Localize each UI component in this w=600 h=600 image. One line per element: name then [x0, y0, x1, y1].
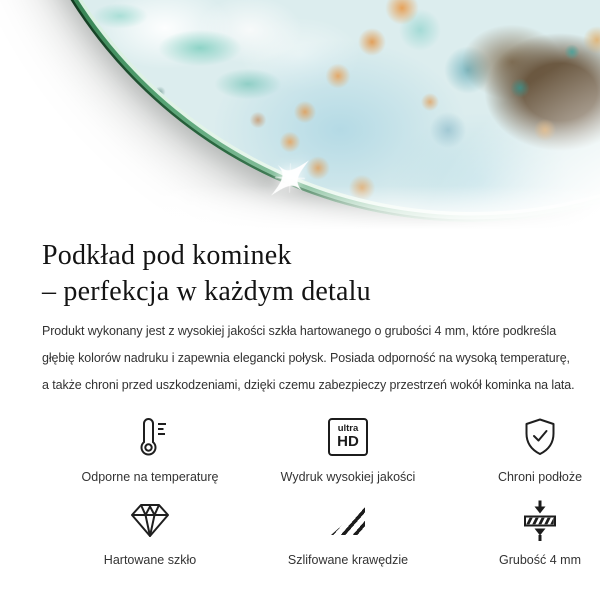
ultra-hd-icon — [328, 413, 368, 461]
title-line-1: Podkład pod kominek — [42, 240, 292, 271]
shield-check-icon — [518, 413, 562, 461]
thermometer-icon — [129, 413, 171, 461]
feature-temperature — [42, 413, 258, 484]
ultra-hd-icon-text-top: ultra — [337, 423, 359, 434]
feature-label: Grubość 4 mm — [499, 553, 581, 567]
feature-label: Chroni podłoże — [497, 470, 583, 484]
diamond-icon — [129, 496, 171, 544]
title-line-2: – perfekcja w każdym detalu — [42, 276, 371, 307]
product-description-section — [0, 238, 600, 567]
polished-edges-icon — [331, 496, 365, 544]
page-title — [42, 238, 558, 310]
feature-tempered-glass — [42, 496, 258, 567]
paragraph-line: a także chroni przed uszkodzeniami, dzięki czemu zabezpieczy przestrzeń wokół kominka na lata. — [42, 378, 575, 392]
feature-label: Wydruk wysokiej jakości — [280, 470, 416, 484]
ultra-hd-icon-text-bottom: HD — [337, 433, 359, 450]
feature-protects-floor — [438, 413, 600, 484]
feature-label: Hartowane szkło — [103, 553, 197, 567]
paragraph-line: głębię kolorów nadruku i zapewnia elegancki połysk. Posiada odporność na wysoką temperaturę, — [42, 351, 570, 365]
feature-label: Odporne na temperaturę — [81, 470, 219, 484]
feature-thickness — [438, 496, 600, 567]
product-paragraph — [42, 318, 575, 399]
feature-print-quality — [258, 413, 438, 484]
product-hero-image — [0, 0, 600, 232]
features-grid — [42, 413, 583, 567]
feature-polished-edges — [258, 496, 438, 567]
thickness-icon — [518, 496, 562, 544]
paragraph-line: Produkt wykonany jest z wysokiej jakości szkła hartowanego o grubości 4 mm, które podkreśla — [42, 324, 557, 338]
feature-label: Szlifowane krawędzie — [287, 553, 409, 567]
